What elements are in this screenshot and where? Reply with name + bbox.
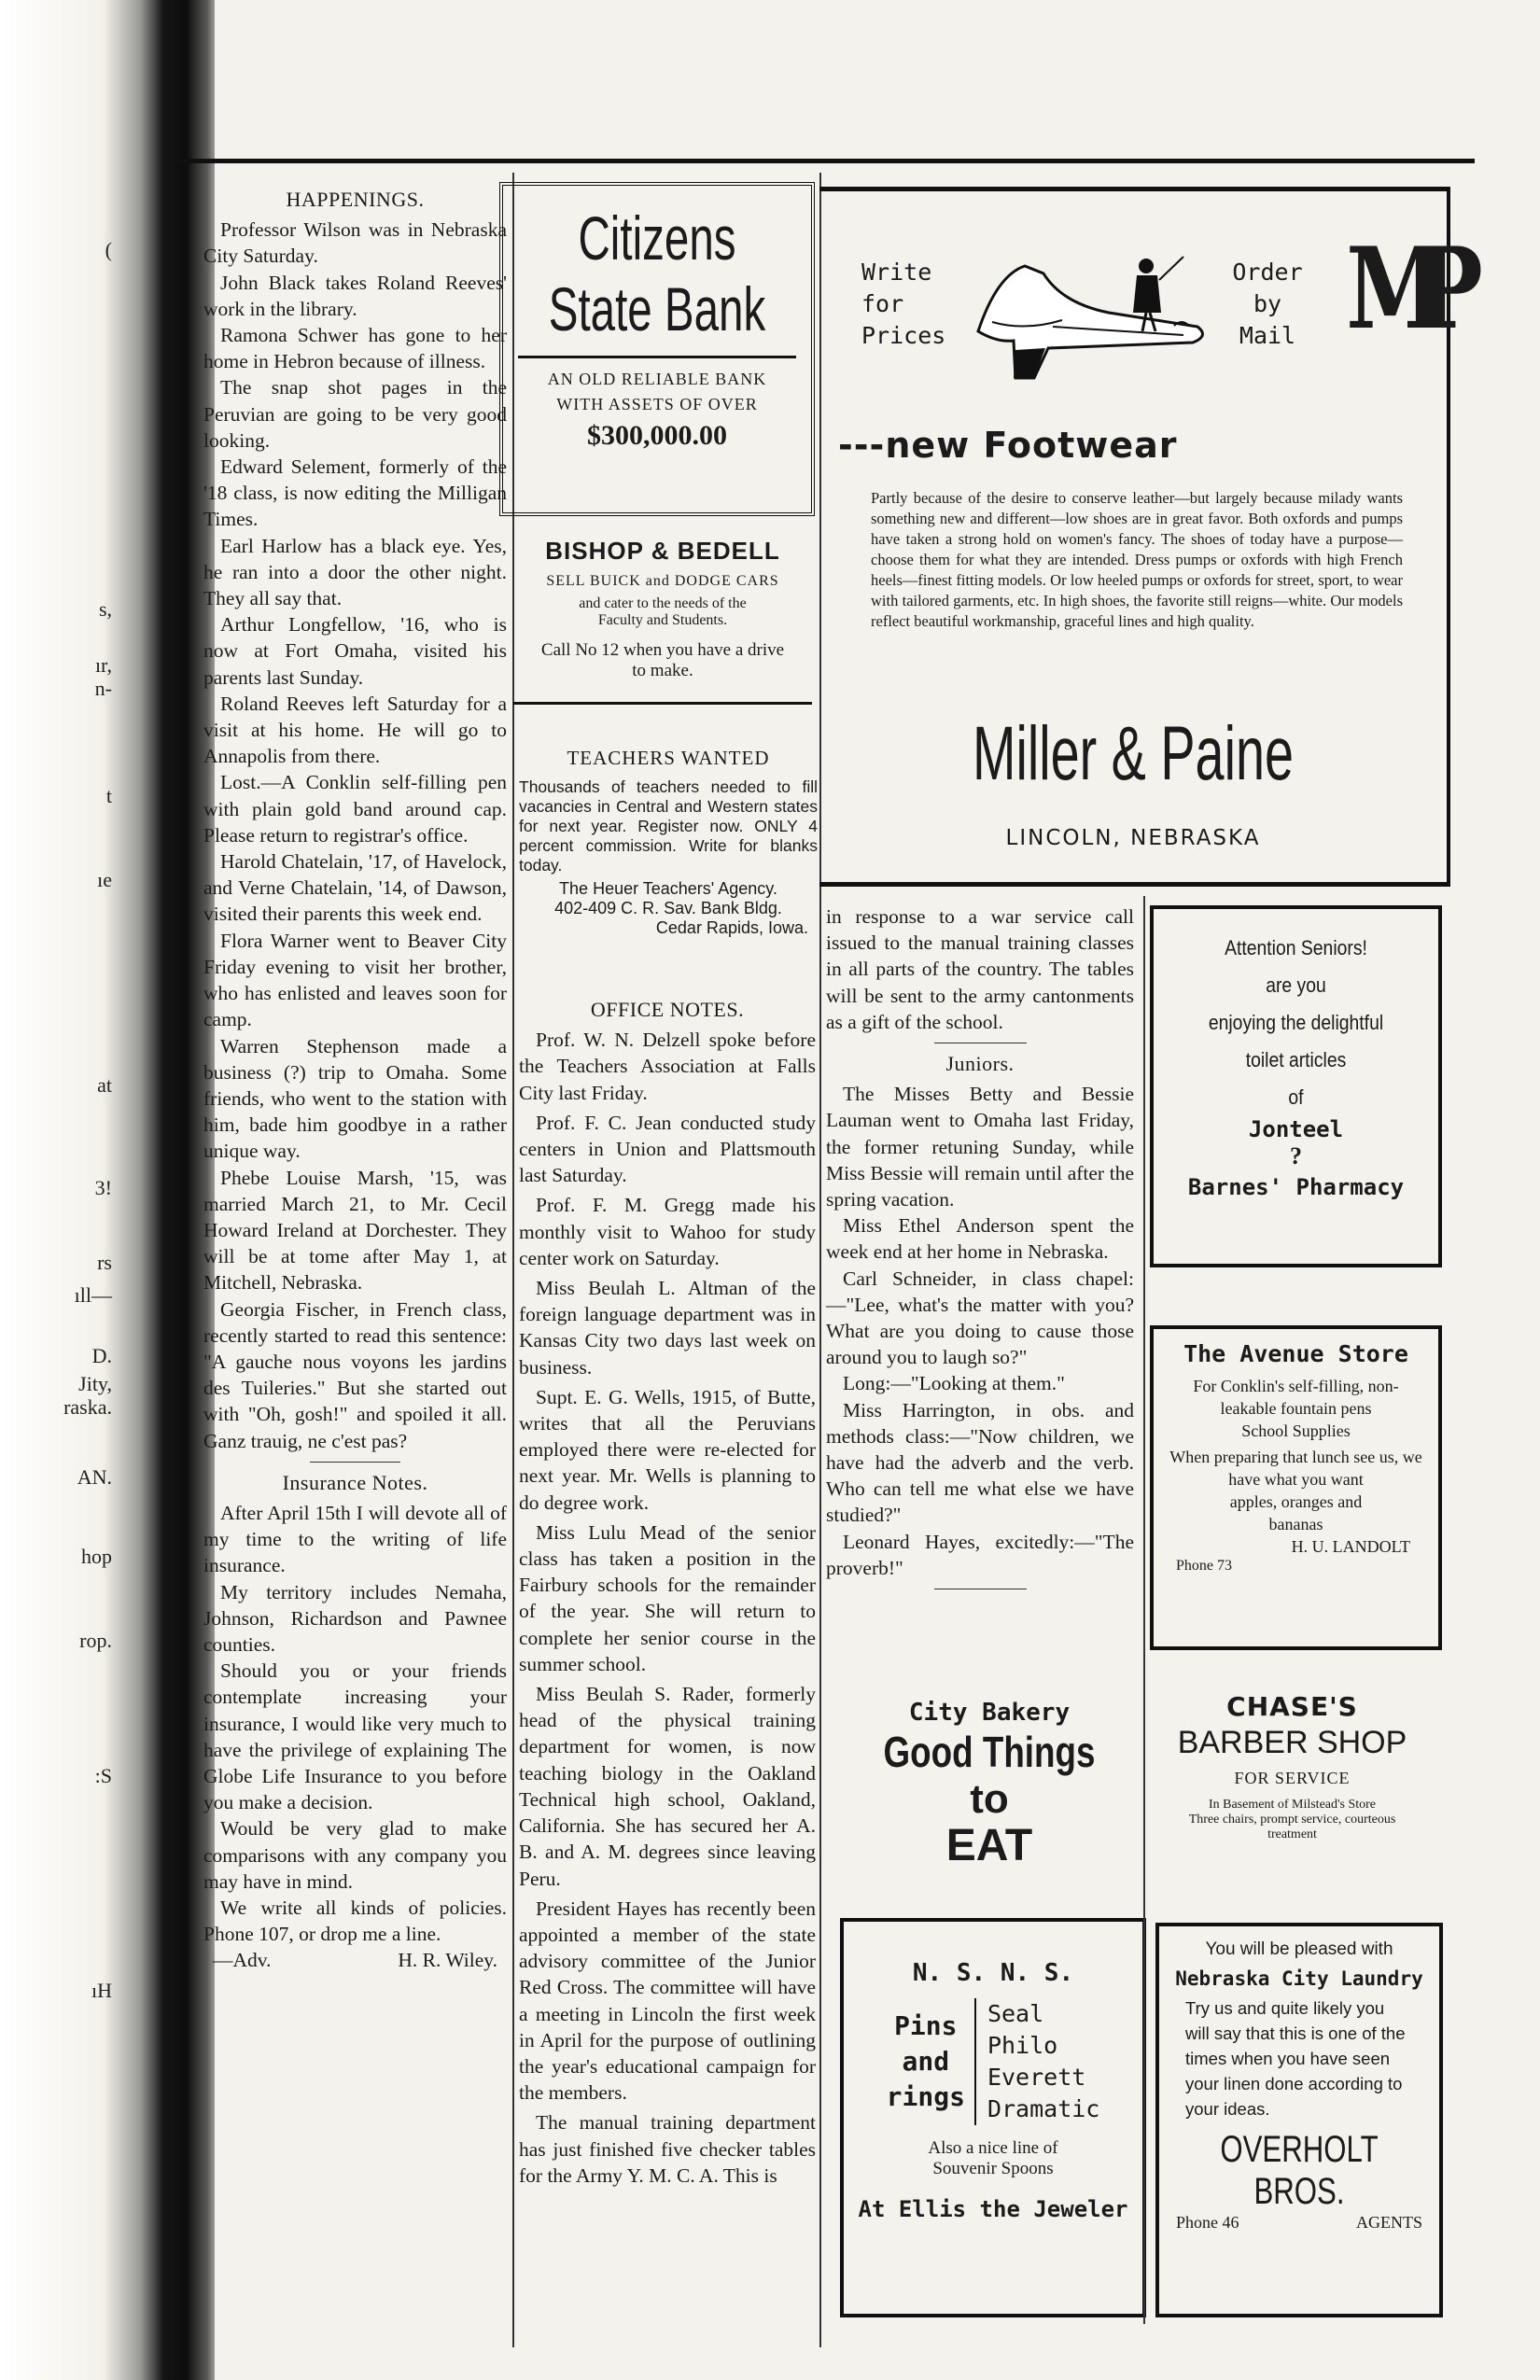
margin-fragment: 3! [94, 1176, 112, 1199]
juniors-item: Miss Ethel Anderson spent the week end at her home in Nebraska. [826, 1214, 1134, 1264]
top-rule [182, 159, 1475, 163]
office-note: Prof. F. C. Jean conducted study centers in Union and Plattsmouth last Saturday. [519, 1111, 816, 1187]
laundry-ad [1155, 1923, 1443, 2317]
laundry-name: OVERHOLT BROS. [1220, 2129, 1379, 2212]
avenue-phone: Phone 73 [1176, 1558, 1232, 1574]
bishop-line4: Call No 12 when you have a drive [540, 640, 785, 660]
juniors-item: Leonard Hayes, excitedly:—"The proverb!" [826, 1530, 1134, 1579]
bishop-line5: to make. [632, 661, 693, 680]
bank-ad [499, 182, 815, 516]
also-line2: Souvenir Spoons [932, 2159, 1054, 2178]
margin-fragment: rop. [79, 1629, 112, 1652]
ellis-jeweler-ad [840, 1918, 1146, 2317]
news-item: Roland Reeves left Saturday for a visit at his home. He will go to Annapolis from there. [203, 692, 507, 768]
insurance-paragraph: Should you or your friends contemplate increasing your insurance, I would like very much to have the privilege of explaining The Globe Life Insurance to you before you make a decision. [203, 1659, 507, 1814]
chase-barber-ad [1150, 1691, 1435, 1842]
insurance-heading: Insurance Notes. [282, 1470, 428, 1494]
news-item: Phebe Louise Marsh, '15, was married March 21, to Mr. Cecil Howard Ireland at Dorchester. They will be at tome after May 1, at Mitchell, Nebraska. [203, 1166, 507, 1295]
miller-paine-name: Miller & Paine [973, 711, 1294, 796]
prices-text: Prices [861, 322, 946, 349]
nsns-title: N. S. N. S. [912, 1959, 1074, 1987]
margin-fragment: raska. [63, 1395, 112, 1419]
society-list [974, 1998, 1099, 2125]
laundry-body: Try us and quite likely you will say that this is one of the times when you have seen your linen done according to your ideas. [1185, 1998, 1406, 2119]
bakery-name: City Bakery [908, 1699, 1071, 1727]
news-item: Ramona Schwer has gone to her home in Hebron because of illness. [203, 324, 507, 373]
pins-text: Pins [894, 2010, 958, 2041]
laundry-line1: You will be pleased with [1205, 1939, 1393, 1959]
also-line1: Also a nice line of [928, 2138, 1058, 2158]
news-item: John Black takes Roland Reeves' work in the library. [203, 271, 507, 320]
question-mark: ? [1290, 1142, 1302, 1169]
juniors-heading: Juniors. [945, 1052, 1015, 1076]
barnes-line4: toilet articles [1245, 1048, 1347, 1071]
column-rule [1143, 896, 1145, 2324]
column-office-notes [519, 997, 816, 2192]
office-note: The manual training department has just finished five checker tables for the Army Y. M. C. A. This is [519, 2111, 816, 2187]
margin-fragment: hop [81, 1545, 112, 1568]
laundry-phone: Phone 46 [1176, 2213, 1239, 2232]
teachers-agency: The Heuer Teachers' Agency. [559, 879, 777, 898]
bank-name-line2: State Bank [548, 274, 766, 343]
write-text: Write [861, 259, 932, 286]
news-item: Edward Selement, formerly of the '18 class, is now editing the Milligan Times. [203, 455, 507, 531]
barnes-name: Barnes' Pharmacy [1187, 1174, 1405, 1200]
chase-location: In Basement of Milstead's Store [1208, 1798, 1377, 1812]
avenue-body4: apples, oranges and [1229, 1492, 1363, 1511]
margin-fragment: AN. [77, 1465, 112, 1489]
bank-assets: $300,000.00 [587, 420, 727, 451]
margin-fragment: ıe [97, 868, 112, 891]
chase-shop: BARBER SHOP [1177, 1725, 1407, 1760]
city-bakery-ad [840, 1699, 1139, 1870]
office-heading: OFFICE NOTES. [590, 998, 745, 1021]
chase-service: FOR SERVICE [1234, 1769, 1351, 1787]
margin-fragment: ıH [91, 1979, 112, 2002]
barnes-line1: Attention Seniors! [1225, 936, 1367, 959]
order-by-mail [1225, 257, 1309, 352]
news-item: Harold Chatelain, '17, of Havelock, and Verne Chatelain, '14, of Dawson, visited their parents this week end. [203, 850, 507, 926]
bakery-line3: EAT [945, 1821, 1033, 1870]
bishop-bedell-ad [513, 537, 812, 705]
footwear-headline: ---new Footwear [838, 425, 1178, 466]
insurance-paragraph: Would be very glad to make comparisons with any company you may have in mind. [203, 1817, 507, 1893]
avenue-body3: When preparing that lunch see us, we have what you want [1169, 1448, 1422, 1489]
bank-name-line1: Citizens [578, 203, 736, 273]
margin-fragment: D. [91, 1344, 112, 1367]
avenue-title: The Avenue Store [1183, 1340, 1408, 1367]
teachers-city: Cedar Rapids, Iowa. [655, 918, 808, 937]
juniors-item: Miss Harrington, in obs. and methods class:—"Now children, we have had the adverb and the verb. Who can tell me what else we have studied?" [826, 1398, 1134, 1527]
barnes-line5: of [1288, 1085, 1304, 1109]
teachers-body: Thousands of teachers needed to fill vacancies in Central and Western states for next year. Register now. ONLY 4 percent commission. Write for blanks today. [519, 777, 818, 875]
mail-text: Mail [1239, 322, 1296, 349]
office-note: Miss Beulah S. Rader, formerly head of the physical training department for women, is now teaching biology in the Oakland Technical high school, Oakland, California. She has secured her A. B. and A. M. degrees since leaving Peru. [519, 1683, 816, 1890]
pins-and-rings [887, 2009, 974, 2115]
avenue-body1: For Conklin's self-filling, non-leakable fountain pens [1193, 1377, 1399, 1418]
barnes-line3: enjoying the delightful [1208, 1011, 1384, 1034]
avenue-store-ad [1150, 1325, 1442, 1650]
column-juniors [826, 903, 1134, 1597]
shoe-illustration [959, 238, 1211, 387]
bank-line1: AN OLD RELIABLE BANK [547, 370, 767, 388]
office-note: Miss Beulah L. Altman of the foreign language department was in Kansas City two days last week on business. [519, 1277, 816, 1379]
news-item: Georgia Fischer, in French class, recently started to read this sentence: "A gauche nous voyons les jardins des Tuileries." But she started out with "Oh, gosh!" and spoiled it all. Ganz trauig, ne c'est pas? [203, 1297, 507, 1452]
office-note: Supt. E. G. Wells, 1915, of Butte, writes that all the Peruvians employed there were re-elected for next year. Mr. Wells is planning to do degree work. [519, 1385, 816, 1514]
news-item: Flora Warner went to Beaver City Friday evening to visit her brother, who has enlisted and leaves soon for camp. [203, 929, 507, 1031]
office-note: President Hayes has recently been appointed a member of the state advisory committee of the Junior Red Cross. The committee will have a meeting in Lincoln the first week in April for the purpose of outlining the year's educational campaign for the members. [519, 1897, 816, 2105]
insurance-signature [203, 1947, 507, 1973]
news-item: Earl Harlow has a black eye. Yes, he ran into a door the other night. They all say that. [203, 534, 507, 610]
office-note: Prof. W. N. Delzell spoke before the Teachers Association at Falls City last Friday. [519, 1029, 816, 1104]
society-name: Dramatic [987, 2095, 1100, 2122]
margin-fragment: ( [105, 238, 112, 261]
society-name: Everett [987, 2064, 1086, 2091]
office-note: Prof. F. M. Gregg made his monthly visit to Wahoo for study center work on Saturday. [519, 1194, 816, 1269]
news-item: Warren Stephenson made a business (?) trip to Omaha. Some friends, who went to the station with him, bade him goodbye in a rather unique way. [203, 1034, 507, 1163]
barnes-pharmacy-ad [1150, 905, 1442, 1267]
office-note: Miss Lulu Mead of the senior class has taken a position in the Fairbury schools for the remainder of the year. She will return to complete her senior course in the summer school. [519, 1520, 816, 1675]
bishop-line3: Faculty and Students. [597, 612, 728, 628]
happenings-heading: HAPPENINGS. [286, 188, 425, 211]
society-name: Seal [987, 2000, 1044, 2027]
mp-monogram: MP [1346, 223, 1453, 355]
bakery-line2: to [970, 1776, 1009, 1822]
margin-fragment: ır, [94, 653, 112, 677]
jonteel-text: Jonteel [1248, 1116, 1344, 1142]
margin-fragment: at [97, 1073, 112, 1097]
bishop-line1: SELL BUICK and DODGE CARS [546, 573, 779, 589]
jeweler-footer: At Ellis the Jeweler [858, 2196, 1128, 2222]
insurance-paragraph: After April 15th I will devote all of my time to the writing of life insurance. [203, 1501, 507, 1577]
bishop-line2: and cater to the needs of the [579, 595, 747, 611]
margin-fragment: n- [94, 677, 112, 700]
news-item: The snap shot pages in the Peruvian are going to be very good looking. [203, 376, 507, 452]
juniors-item: Long:—"Looking at them." [843, 1372, 1065, 1395]
news-item: Lost.—A Conklin self-filling pen with plain gold band around cap. Please return to registrar's office. [203, 771, 507, 847]
margin-fragment: Jity, [78, 1372, 112, 1395]
miller-city: LINCOLN, NEBRASKA [1005, 826, 1261, 850]
news-item: Arthur Longfellow, '16, who is now at Fort Omaha, visited his parents last Sunday. [203, 613, 507, 689]
teachers-heading: TEACHERS WANTED [567, 747, 770, 769]
column-happenings [203, 187, 507, 1974]
write-for-prices [861, 257, 945, 352]
teachers-wanted-ad [519, 747, 818, 938]
avenue-sign: H. U. LANDOLT [1291, 1537, 1410, 1556]
and-text: and [902, 2046, 950, 2077]
society-name: Philo [987, 2032, 1058, 2059]
margin-fragment: s, [98, 597, 112, 621]
laundry-agents: AGENTS [1356, 2213, 1422, 2232]
chase-name: CHASE'S [1226, 1691, 1358, 1722]
news-item: Professor Wilson was in Nebraska City Saturday. [203, 218, 507, 268]
miller-paine-ad [819, 187, 1453, 887]
order-text: Order [1232, 259, 1303, 286]
margin-fragment: t [105, 784, 112, 807]
juniors-item: The Misses Betty and Bessie Lauman went to Omaha last Friday, the former retuning Sunday, while Miss Bessie will remain until after the spring vacation. [826, 1083, 1134, 1211]
insurance-paragraph: We write all kinds of policies. Phone 107, or drop me a line. [203, 1897, 507, 1946]
adv-label: —Adv. [213, 1949, 272, 1972]
bank-line2: WITH ASSETS OF OVER [556, 395, 758, 413]
avenue-body2: School Supplies [1241, 1421, 1351, 1440]
barnes-line2: are you [1266, 973, 1326, 997]
avenue-body5: bananas [1268, 1515, 1323, 1533]
margin-fragment: ıll— [74, 1283, 112, 1307]
signer: H. R. Wiley. [398, 1949, 497, 1972]
bakery-line1: Good Things [883, 1728, 1096, 1776]
juniors-item: Carl Schneider, in class chapel: —"Lee, what's the matter with you? What are you doing to cause those around you to laugh so?" [826, 1267, 1134, 1369]
by-text: by [1253, 290, 1282, 317]
rings-text: rings [886, 2081, 965, 2112]
teachers-address: 402-409 C. R. Sav. Bank Bldg. [554, 899, 782, 917]
bishop-title: BISHOP & BEDELL [545, 537, 780, 565]
separator [310, 1462, 401, 1463]
laundry-line2: Nebraska City Laundry [1175, 1967, 1423, 1990]
footwear-body: Partly because of the desire to conserve leather—but largely because milady wants something new and different—low shoes are in great favor. Both oxfords and pumps have taken a strong hold on women's fancy. The shoes of today have a purpose—choose them for what they are intended. Dress pumps or oxfords with high French heels—finest fitting models. Or low heeled pumps or oxfords for street, sport, to wear with tailored garments, etc. In high shoes, the favorite still reigns—white. Our models reflect beautiful workmanship, graceful lines and high quality. [871, 489, 1403, 630]
margin-fragment: rs [97, 1251, 112, 1274]
chase-chairs: Three chairs, prompt service, courteous treatment [1188, 1813, 1396, 1841]
margin-fragment: :S [94, 1764, 112, 1787]
manual-training-continued: in response to a war service call issued to the manual training classes in all parts of the country. The tables will be sent to the army cantonments as a gift of the school. [826, 905, 1134, 1033]
insurance-paragraph: My territory includes Nemaha, Johnson, Richardson and Pawnee counties. [203, 1580, 507, 1656]
for-text: for [861, 290, 904, 317]
